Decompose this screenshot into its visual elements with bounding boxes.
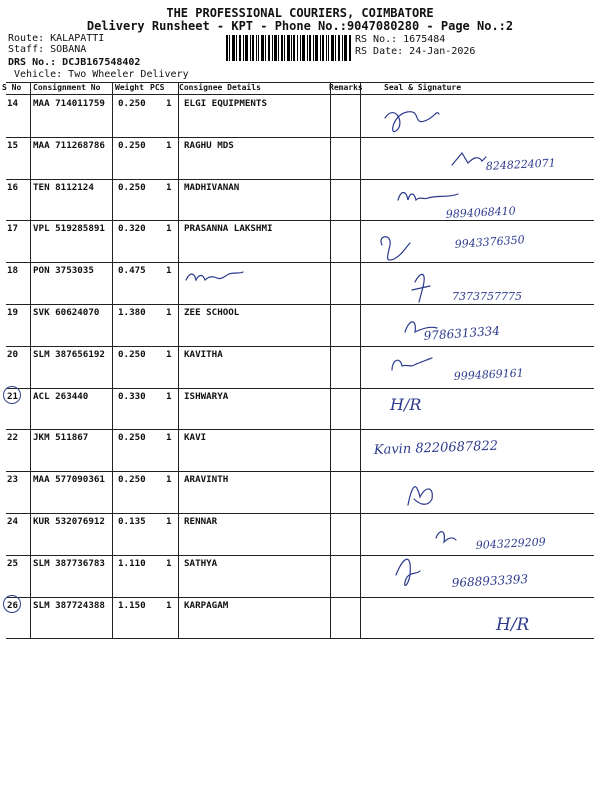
cell-sno: 16 xyxy=(7,182,19,193)
cell-sno: 23 xyxy=(7,474,19,485)
header-signature: Seal & Signature xyxy=(384,83,462,92)
cell-consignee: RAGHU MDS xyxy=(184,140,234,151)
handwritten-phone-18: 7373757775 xyxy=(452,290,522,303)
staff-label: Staff: SOBANA xyxy=(8,44,87,55)
row-21-circle-mark xyxy=(3,386,21,404)
cell-consignee: KARPAGAM xyxy=(184,600,229,611)
cell-consignment: SLM 387656192 xyxy=(33,349,105,360)
signature-row-20 xyxy=(392,358,432,370)
cell-consignee: MADHIVANAN xyxy=(184,182,240,193)
cell-pcs: 1 xyxy=(166,307,172,318)
cell-sno: 17 xyxy=(7,223,19,234)
cell-consignment: SLM 387724388 xyxy=(33,600,105,611)
cell-weight: 0.250 xyxy=(118,432,146,443)
signature-row-14 xyxy=(385,112,439,132)
cell-consignee: RENNAR xyxy=(184,516,218,527)
cell-consignment: JKM 511867 xyxy=(33,432,89,443)
cell-consignment: TEN 8112124 xyxy=(33,182,94,193)
cell-pcs: 1 xyxy=(166,182,172,193)
cell-pcs: 1 xyxy=(166,265,172,276)
signature-row-24 xyxy=(436,532,456,542)
signature-row-23 xyxy=(408,487,432,505)
handwritten-note-21: H/R xyxy=(390,395,422,414)
cell-pcs: 1 xyxy=(166,516,172,527)
cell-weight: 0.320 xyxy=(118,223,146,234)
cell-sno: 24 xyxy=(7,516,19,527)
cell-weight: 0.250 xyxy=(118,474,146,485)
cell-pcs: 1 xyxy=(166,558,172,569)
cell-sno: 19 xyxy=(7,307,19,318)
cell-pcs: 1 xyxy=(166,349,172,360)
cell-sno: 15 xyxy=(7,140,19,151)
cell-consignment: SVK 60624070 xyxy=(33,307,100,318)
cell-weight: 0.475 xyxy=(118,265,146,276)
cell-consignee: ZEE SCHOOL xyxy=(184,307,240,318)
cell-sno: 18 xyxy=(7,265,19,276)
signature-row-16 xyxy=(398,193,458,201)
cell-pcs: 1 xyxy=(166,140,172,151)
handwritten-text-22: Kavin 8220687822 xyxy=(373,438,499,458)
cell-pcs: 1 xyxy=(166,600,172,611)
cell-pcs: 1 xyxy=(166,432,172,443)
handwritten-phone-17: 9943376350 xyxy=(454,233,526,251)
header-consignment: Consignment No xyxy=(33,83,101,92)
cell-weight: 0.250 xyxy=(118,140,146,151)
cell-weight: 1.380 xyxy=(118,307,146,318)
cell-consignment: KUR 532076912 xyxy=(33,516,105,527)
cell-pcs: 1 xyxy=(166,223,172,234)
cell-consignment: MAA 711268786 xyxy=(33,140,105,151)
runsheet-title: Delivery Runsheet - KPT - Phone No.:9047080280 - Page No.:2 xyxy=(86,19,514,33)
rs-number: RS No.: 1675484 xyxy=(355,34,446,45)
handwritten-phone-24: 9043229209 xyxy=(475,535,547,552)
signature-row-18-consignee xyxy=(186,272,243,280)
cell-consignment: MAA 577090361 xyxy=(33,474,105,485)
header-consignee: Consignee Details xyxy=(179,83,261,92)
cell-sno: 26 xyxy=(7,600,19,611)
cell-pcs: 1 xyxy=(166,391,172,402)
signature-row-18 xyxy=(412,274,430,302)
cell-consignee: KAVITHA xyxy=(184,349,223,360)
cell-weight: 0.250 xyxy=(118,349,146,360)
handwritten-phone-15: 8248224071 xyxy=(485,156,557,173)
vehicle-label: Vehicle: Two Wheeler Delivery xyxy=(14,69,189,80)
cell-consignee: SATHYA xyxy=(184,558,218,569)
company-title: THE PROFESSIONAL COURIERS, COIMBATORE xyxy=(166,6,434,20)
signature-row-25 xyxy=(396,559,420,585)
drs-number: DRS No.: DCJB167548402 xyxy=(8,57,141,68)
cell-consignment: PON 3753035 xyxy=(33,265,94,276)
handwritten-phone-16: 9894068410 xyxy=(445,204,517,221)
cell-weight: 0.250 xyxy=(118,98,146,109)
signature-row-15 xyxy=(452,153,486,165)
header-weight: Weight xyxy=(115,83,144,92)
cell-sno: 21 xyxy=(7,391,19,402)
cell-weight: 0.250 xyxy=(118,182,146,193)
cell-consignee: KAVI xyxy=(184,432,207,443)
rs-date: RS Date: 24-Jan-2026 xyxy=(355,46,476,57)
signature-row-17 xyxy=(381,237,410,260)
cell-weight: 0.135 xyxy=(118,516,146,527)
cell-sno: 14 xyxy=(7,98,19,109)
cell-weight: 1.150 xyxy=(118,600,146,611)
cell-consignment: MAA 714011759 xyxy=(33,98,105,109)
route-label: Route: KALAPATTI xyxy=(8,33,105,44)
row-26-circle-mark xyxy=(3,595,21,613)
header-remarks: Remarks xyxy=(329,83,363,92)
handwritten-note-26: H/R xyxy=(496,615,530,635)
cell-sno: 22 xyxy=(7,432,19,443)
handwritten-phone-20: 9994869161 xyxy=(453,366,525,383)
cell-consignee: ISHWARYA xyxy=(184,391,229,402)
handwritten-phone-19: 9786313334 xyxy=(423,323,501,343)
cell-pcs: 1 xyxy=(166,474,172,485)
cell-consignee: ARAVINTH xyxy=(184,474,229,485)
cell-consignment: VPL 519285891 xyxy=(33,223,105,234)
cell-consignment: SLM 387736783 xyxy=(33,558,105,569)
cell-pcs: 1 xyxy=(166,98,172,109)
cell-sno: 25 xyxy=(7,558,19,569)
cell-weight: 0.330 xyxy=(118,391,146,402)
header-sno: S No xyxy=(2,83,22,92)
header-pcs: PCS xyxy=(150,83,165,92)
cell-weight: 1.110 xyxy=(118,558,146,569)
cell-consignee: PRASANNA LAKSHMI xyxy=(184,223,273,234)
cell-consignee: ELGI EQUIPMENTS xyxy=(184,98,267,109)
cell-sno: 20 xyxy=(7,349,19,360)
cell-consignment: ACL 263440 xyxy=(33,391,89,402)
handwritten-phone-25: 9688933393 xyxy=(451,572,529,590)
